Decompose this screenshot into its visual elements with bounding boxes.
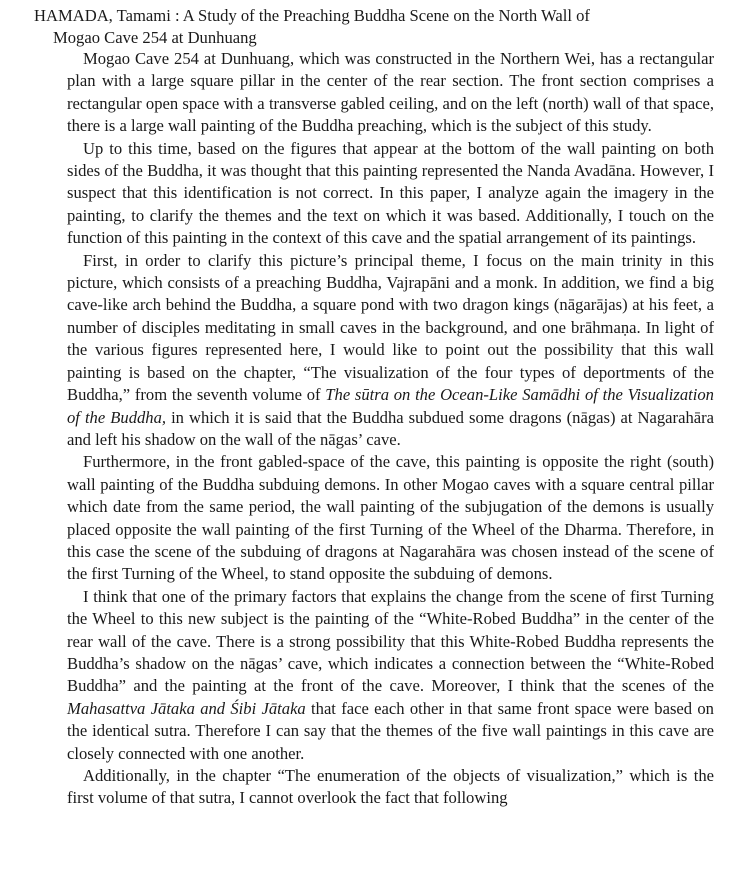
paragraph-2: [67, 138, 714, 250]
sutra-title: The sūtra on the Ocean-Like Samādhi of the Visualization of the Buddha,: [67, 385, 714, 427]
paragraph-1: [67, 48, 714, 138]
paragraph-3: [67, 250, 714, 452]
paragraph-text: Furthermore, in the front gabled-space of the cave, this painting is opposite the right (south) wall painting of the Buddha subduing demons. In other Mogao caves with a square central pillar which date from the same period, the wall painting of the subjugation of the demons is usually placed opposite the wall painting of the first Turning of the Wheel of the Dharma. Therefore, in this case the scene of the subduing of dragons at Nagarahāra was chosen instead of the scene of the first Turning of the Wheel, to stand opposite the subduing of demons.: [67, 452, 714, 584]
paragraph-4: [67, 451, 714, 585]
paragraph-text: in which it is said that the Buddha subdued some dragons (nāgas) at Nagarahāra and left his shadow on the wall of the nāgas’ cave.: [67, 407, 714, 449]
article-heading: [34, 5, 714, 49]
paragraph-text: Additionally, in the chapter “The enumeration of the objects of visualization,” which is the first volume of that sutra, I cannot overlook the fact that following: [67, 766, 714, 808]
jataka-titles: Mahasattva Jātaka and Śibi Jātaka: [67, 698, 306, 718]
paragraph-5: [67, 586, 714, 765]
paragraph-text: Mogao Cave 254 at Dunhuang, which was constructed in the Northern Wei, has a rectangular plan with a large square pillar in the center of the rear section. The front section comprises a rectangular open space with a transverse gabled ceiling, and on the left (north) wall of that space, there is a large wall painting of the Buddha preaching, which is the subject of this study.: [67, 49, 714, 136]
paragraph-text: Up to this time, based on the figures that appear at the bottom of the wall painting on both sides of the Buddha, it was thought that this painting represented the Nanda Avadāna. However, I suspect that this identification is not correct. In this paper, I analyze again the imagery in the painting, to clarify the themes and the text on which it was based. Additionally, I touch on the function of this painting in the context of this cave and the spatial arrangement of its paintings.: [67, 138, 714, 248]
paragraph-text: First, in order to clarify this picture’s principal theme, I focus on the main trinity in this picture, which consists of a preaching Buddha, Vajrapāni and a monk. In addition, we find a big cave-like arch behind the Buddha, a square pond with two dragon kings (nāgarājas) at his feet, a number of disciples meditating in small caves in the background, and one brāhmaṇa. In light of the various figures represented here, I would like to point out the possibility that this wall painting is based on the chapter, “The visualization of the four types of deportments of the Buddha,” from the seventh volume of: [67, 250, 714, 405]
abstract-body: [67, 48, 714, 810]
paragraph-text: I think that one of the primary factors that explains the change from the scene of first Turning the Wheel to this new subject is the painting of the “White-Robed Buddha” in the center of the rear wall of the cave. There is a strong possibility that this White-Robed Buddha represents the Buddha’s shadow on the nāgas’ cave, which indicates a connection between the “White-Robed Buddha” and the painting at the front of the cave. Moreover, I think that the scenes of the: [67, 586, 714, 696]
heading-line-1: HAMADA, Tamami : A Study of the Preaching Buddha Scene on the North Wall of: [34, 6, 590, 25]
paragraph-6: [67, 765, 714, 810]
heading-line-2: Mogao Cave 254 at Dunhuang: [53, 28, 257, 47]
paragraph-text: that face each other in that same front space were based on the identical sutra. Therefore I can say that the themes of the five wall paintings in this cave are closely connected with one another.: [67, 698, 714, 763]
